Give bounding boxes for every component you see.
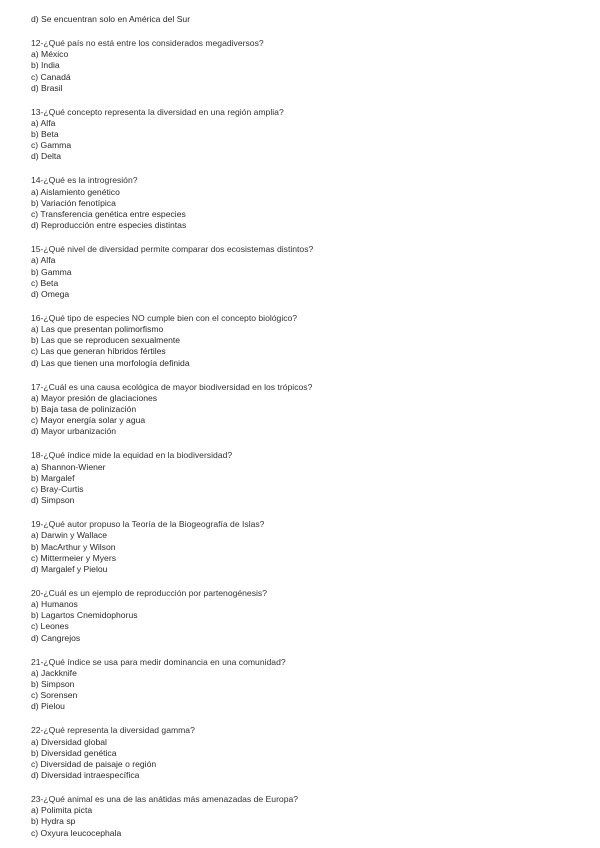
answer-option: b) Margalef — [31, 472, 75, 483]
answer-option: d) Pielou — [31, 701, 65, 712]
answer-option: d) Delta — [31, 151, 62, 162]
question-text: 18-¿Qué índice mide la equidad en la biodiversidad? — [31, 450, 233, 461]
answer-option: d) Reproducción entre especies distintas — [31, 220, 187, 231]
answer-option: b) MacArthur y Wilson — [31, 541, 116, 552]
answer-option: b) Las que se reproducen sexualmente — [31, 335, 181, 346]
answer-option: a) Polimita picta — [31, 805, 93, 816]
question-text: 15-¿Qué nivel de diversidad permite comparar dos ecosistemas distintos? — [31, 244, 314, 255]
answer-option: c) Leones — [31, 621, 69, 632]
answer-option: c) Bray-Curtis — [31, 483, 84, 494]
answer-option: a) Humanos — [31, 599, 78, 610]
answer-option: c) Canadá — [31, 71, 71, 82]
question-block — [31, 107, 571, 163]
answer-option: b) Beta — [31, 129, 59, 140]
answer-option: c) Transferencia genética entre especies — [31, 209, 186, 220]
question-text: 17-¿Cuál es una causa ecológica de mayor biodiversidad en los trópicos? — [31, 381, 313, 392]
question-block — [31, 450, 571, 506]
answer-option: b) Hydra sp — [31, 816, 76, 827]
question-text: 21-¿Qué índice se usa para medir dominancia en una comunidad? — [31, 656, 286, 667]
answer-option: a) Jackknife — [31, 667, 77, 678]
answer-option: b) Simpson — [31, 678, 75, 689]
question-list — [31, 38, 571, 839]
question-block — [31, 794, 571, 839]
question-block — [31, 657, 571, 713]
question-block — [31, 244, 571, 300]
answer-option: a) Mayor presión de glaciaciones — [31, 392, 158, 403]
answer-option: a) Aislamiento genético — [31, 186, 120, 197]
answer-option: d) Brasil — [31, 82, 63, 93]
question-block — [31, 313, 571, 369]
question-block — [31, 588, 571, 644]
answer-option: b) Lagartos Cnemidophorus — [31, 610, 138, 621]
question-text: 22-¿Qué representa la diversidad gamma? — [31, 725, 195, 736]
answer-option: a) Diversidad global — [31, 736, 107, 747]
question-block — [31, 519, 571, 575]
answer-option: a) Las que presentan polimorfismo — [31, 324, 164, 335]
answer-option: b) Baja tasa de polinización — [31, 404, 137, 415]
answer-option: b) Gamma — [31, 266, 72, 277]
question-text: 23-¿Qué animal es una de las anátidas más amenazadas de Europa? — [31, 794, 299, 805]
answer-option: a) México — [31, 49, 69, 60]
answer-option: b) Variación fenotípica — [31, 197, 116, 208]
answer-option: d) Mayor urbanización — [31, 426, 117, 437]
question-block — [31, 38, 571, 94]
question-text: 14-¿Qué es la introgresión? — [31, 175, 138, 186]
question-block — [31, 725, 571, 781]
question-text: 13-¿Qué concepto representa la diversidad en una región amplia? — [31, 106, 284, 117]
answer-option: c) Mayor energía solar y agua — [31, 415, 146, 426]
document-page — [31, 14, 571, 839]
answer-option: d) Las que tienen una morfología definida — [31, 357, 190, 368]
answer-option: a) Alfa — [31, 255, 56, 266]
answer-option: d) Diversidad intraespecífica — [31, 770, 140, 781]
answer-option: a) Shannon-Wiener — [31, 461, 106, 472]
answer-option: a) Alfa — [31, 117, 56, 128]
answer-option: d) Omega — [31, 288, 70, 299]
question-text: 20-¿Cuál es un ejemplo de reproducción por partenogénesis? — [31, 587, 267, 598]
answer-option: a) Darwin y Wallace — [31, 530, 108, 541]
answer-option: d) Simpson — [31, 495, 75, 506]
question-text: 16-¿Qué tipo de especies NO cumple bien con el concepto biológico? — [31, 312, 298, 323]
question-text: 19-¿Qué autor propuso la Teoría de la Biogeografía de Islas? — [31, 519, 265, 530]
answer-option: c) Diversidad de paisaje o región — [31, 758, 157, 769]
leading-option: d) Se encuentran solo en América del Sur — [31, 14, 191, 24]
answer-option: c) Mittermeier y Myers — [31, 552, 116, 563]
question-block — [31, 175, 571, 231]
answer-option: c) Gamma — [31, 140, 72, 151]
answer-option: c) Beta — [31, 277, 59, 288]
answer-option: c) Sorensen — [31, 690, 78, 701]
answer-option: c) Las que generan híbridos fértiles — [31, 346, 166, 357]
question-text: 12-¿Qué país no está entre los considerados megadiversos? — [31, 37, 264, 48]
question-block — [31, 382, 571, 438]
answer-option: d) Cangrejos — [31, 632, 81, 643]
answer-option: d) Margalef y Pielou — [31, 563, 108, 574]
answer-option: b) Diversidad genética — [31, 747, 117, 758]
answer-option: b) India — [31, 60, 60, 71]
answer-option: c) Oxyura leucocephala — [31, 827, 122, 838]
